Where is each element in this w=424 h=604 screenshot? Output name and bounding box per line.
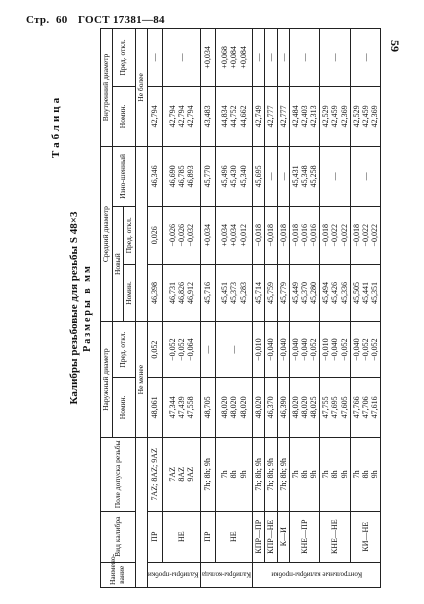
cell-md-nom: 45,505 45,441 45,351 xyxy=(350,264,381,322)
header-id-nominal: Номин. xyxy=(112,86,135,146)
standard-number: ГОСТ 17381—84 xyxy=(78,14,165,26)
cell-md-nom: 45,451 45,373 45,283 xyxy=(215,264,252,322)
header-worn: Изно-шенный xyxy=(112,146,135,206)
cell-id-dev: — xyxy=(253,29,265,87)
cell-md-worn: — xyxy=(320,146,351,206)
landscape-table-block xyxy=(48,28,408,588)
cell-type: НЕ xyxy=(162,511,200,562)
table-row xyxy=(215,29,252,588)
cell-id-nom: 42,777 xyxy=(265,86,277,146)
cell-od-nom: 48,020 48,020 48,020 xyxy=(215,377,252,437)
table-row xyxy=(201,29,216,588)
header-new: Новый xyxy=(112,206,124,321)
table-units: Размеры в мм xyxy=(82,264,93,352)
cell-id-dev: — xyxy=(162,29,200,87)
cell-id-dev: — xyxy=(265,29,277,87)
cell-md-dev: −0,018 −0,022 −0,022 xyxy=(320,206,351,264)
table-row xyxy=(289,29,320,588)
header-row-1 xyxy=(101,29,113,588)
cell-od-nom: 47,344 47,439 47,558 xyxy=(162,377,200,437)
header-gauge-type: Вид калибра xyxy=(101,511,136,562)
table-body xyxy=(147,29,381,588)
cell-md-worn: 45,431 45,348 45,258 xyxy=(289,146,320,206)
cell-od-dev: — xyxy=(201,322,216,377)
cell-field: 7AZ 8AZ 9AZ xyxy=(162,437,200,511)
table-row xyxy=(162,29,200,588)
cell-od-dev: −0,010 −0,040 −0,052 xyxy=(320,322,351,377)
cell-md-nom: 45,494 45,426 45,336 xyxy=(320,264,351,322)
table-row xyxy=(320,29,351,588)
cell-field: 7h; 8h; 9h xyxy=(253,437,265,511)
cell-field: 7h; 8h; 9h xyxy=(265,437,277,511)
cell-md-worn: — xyxy=(277,146,289,206)
cell-md-nom: 46,398 xyxy=(147,264,162,322)
note-not-less: Не менее xyxy=(135,322,147,437)
header-name: Наимено-вание xyxy=(101,562,136,587)
cell-id-nom: 43,483 xyxy=(201,86,216,146)
cell-md-nom: 46,731 46,826 46,912 xyxy=(162,264,200,322)
cell-md-dev: −0,026 −0,026 −0,032 xyxy=(162,206,200,264)
cell-od-dev: 0,052 xyxy=(147,322,162,377)
cell-field: 7h; 8h; 9h xyxy=(201,437,216,511)
table-title: Калибры резьбовые для резьбы S 48×3 xyxy=(68,211,80,405)
cell-id-dev: +0,068 +0,084 +0,084 xyxy=(215,29,252,87)
cell-id-nom: 42,484 42,403 42,313 xyxy=(289,86,320,146)
cell-id-dev: — xyxy=(350,29,381,87)
table-row xyxy=(147,29,162,588)
cell-od-nom: 48,061 xyxy=(147,377,162,437)
cell-md-nom: 45,449 45,370 45,280 xyxy=(289,264,320,322)
cell-type: ПР xyxy=(147,511,162,562)
cell-id-nom: 44,834 44,752 44,662 xyxy=(215,86,252,146)
cell-od-nom: 47,755 47,695 47,605 xyxy=(320,377,351,437)
header-od-limit: Пред. откл. xyxy=(112,322,135,377)
cell-id-nom: 42,529 42,459 42,369 xyxy=(320,86,351,146)
header-od-nominal: Номин. xyxy=(112,377,135,437)
note-not-more: Не более xyxy=(135,29,147,147)
cell-type: КИ—НЕ xyxy=(350,511,381,562)
cell-md-worn: 45,695 xyxy=(253,146,265,206)
cell-id-nom: 42,529 42,459 42,369 xyxy=(350,86,381,146)
cell-md-worn: 46,690 46,785 46,893 xyxy=(162,146,200,206)
table-caption: Таблица xyxy=(50,94,62,158)
cell-field: 7h 8h 9h xyxy=(350,437,381,511)
cell-md-dev: −0,018 xyxy=(253,206,265,264)
cell-field: 7AZ; 8AZ; 9AZ xyxy=(147,437,162,511)
cell-field: 7h 8h 9h xyxy=(289,437,320,511)
cell-md-worn: 46,346 xyxy=(147,146,162,206)
cell-md-nom: 45,714 xyxy=(253,264,265,322)
cell-od-dev: −0,040 xyxy=(265,322,277,377)
cell-md-worn: 45,770 xyxy=(201,146,216,206)
header-row-notes xyxy=(135,29,147,588)
cell-id-nom: 42,777 xyxy=(277,86,289,146)
table-row xyxy=(277,29,289,588)
cell-id-dev: — xyxy=(277,29,289,87)
cell-od-nom: 46,390 xyxy=(277,377,289,437)
cell-od-dev: — xyxy=(215,322,252,377)
cell-id-nom: 42,794 xyxy=(147,86,162,146)
cell-od-dev: −0,040 xyxy=(277,322,289,377)
table-row xyxy=(265,29,277,588)
cell-id-dev: — xyxy=(320,29,351,87)
cell-field: 7h 8h 9h xyxy=(320,437,351,511)
cell-md-dev: −0,018 −0,022 −0,022 xyxy=(350,206,381,264)
cell-id-nom: 42,794 42,794 42,794 xyxy=(162,86,200,146)
group-label-plug: Калибры-пробки xyxy=(147,562,201,587)
cell-od-nom: 47,766 47,706 47,616 xyxy=(350,377,381,437)
cell-od-dev: −0,052 −0,052 −0,064 xyxy=(162,322,200,377)
page-word: Стр. xyxy=(26,14,50,26)
cell-id-nom: 42,749 xyxy=(253,86,265,146)
header-middle-diameter: Средний диаметр xyxy=(101,146,113,322)
cell-type: НЕ xyxy=(215,511,252,562)
cell-type: ПР xyxy=(201,511,216,562)
table-row xyxy=(253,29,265,588)
cell-md-worn: 45,496 45,430 45,340 xyxy=(215,146,252,206)
cell-md-worn: — xyxy=(265,146,277,206)
cell-type: КПР—НЕ xyxy=(265,511,277,562)
cell-field: 7h 8h 9h xyxy=(215,437,252,511)
header-inner-diameter: Внутренний диаметр xyxy=(101,29,113,147)
cell-md-dev: 0,026 xyxy=(147,206,162,264)
cell-od-nom: 46,370 xyxy=(265,377,277,437)
cell-md-dev: +0,034 +0,034 +0,012 xyxy=(215,206,252,264)
cell-od-dev: −0,040 −0,040 −0,052 xyxy=(289,322,320,377)
cell-od-nom: 48,020 xyxy=(253,377,265,437)
cell-md-dev: −0,018 xyxy=(277,206,289,264)
table-row xyxy=(350,29,381,588)
cell-od-nom: 48,020 48,020 48,025 xyxy=(289,377,320,437)
gauge-table xyxy=(100,28,381,588)
cell-od-dev: −0,010 xyxy=(253,322,265,377)
header-md-nominal: Номин. xyxy=(124,264,136,322)
cell-md-dev: +0,034 xyxy=(201,206,216,264)
group-label-control: Контрольные калибры-пробки xyxy=(253,562,381,587)
group-label-ring: Калибры-кольца xyxy=(201,562,253,587)
cell-md-nom: 45,716 xyxy=(201,264,216,322)
cell-id-dev: — xyxy=(147,29,162,87)
cell-type: КПР—ПР xyxy=(253,511,265,562)
cell-md-dev: −0,018 −0,016 −0,016 xyxy=(289,206,320,264)
header-id-limit: Пред. откл. xyxy=(112,29,135,87)
cell-id-dev: +0,034 xyxy=(201,29,216,87)
header-md-limit: Пред. откл. xyxy=(124,206,136,264)
cell-md-nom: 45,779 xyxy=(277,264,289,322)
cell-id-dev: — xyxy=(289,29,320,87)
cell-md-worn: — xyxy=(350,146,381,206)
cell-md-dev: −0,018 xyxy=(265,206,277,264)
cell-type: КНЕ—НЕ xyxy=(320,511,351,562)
page-number: 60 xyxy=(56,14,68,26)
cell-field: 7h; 8h; 9h xyxy=(277,437,289,511)
header-outer-diameter: Наружный диаметр xyxy=(101,322,113,437)
side-page-number: 59 xyxy=(388,40,402,52)
cell-md-nom: 45,759 xyxy=(265,264,277,322)
cell-type: К—И xyxy=(277,511,289,562)
cell-od-dev: −0,040 −0,052 −0,052 xyxy=(350,322,381,377)
cell-od-nom: 48,705 xyxy=(201,377,216,437)
header-tolerance-field: Поле допуска резьбы xyxy=(101,437,136,511)
cell-type: КНЕ—ПР xyxy=(289,511,320,562)
